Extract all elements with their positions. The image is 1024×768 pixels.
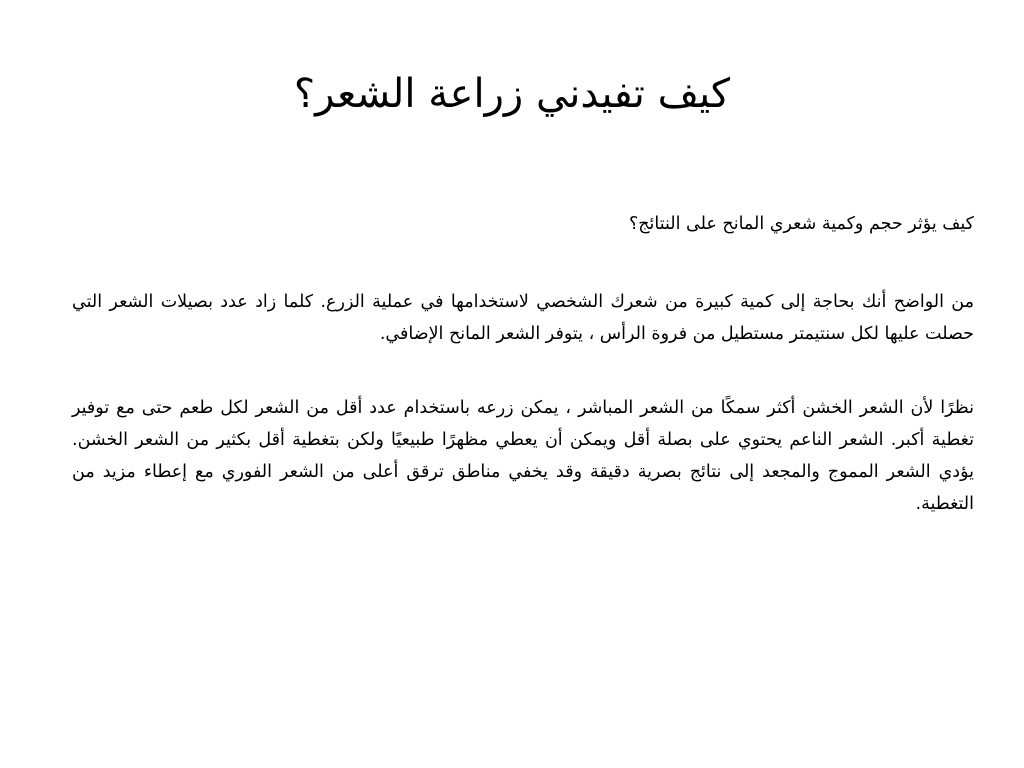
slide-title: كيف تفيدني زراعة الشعر؟ xyxy=(293,71,731,117)
paragraph-donor-hair: من الواضح أنك بحاجة إلى كمية كبيرة من شعرك الشخصي لاستخدامها في عملية الزرع. كلما زاد عدد بصيلات الشعر التي حصلت عليها لكل سنتيمتر مستطيل من فروة الرأس ، يتوفر الشعر المانح الإضافي. xyxy=(72,292,974,344)
slide-body xyxy=(72,208,974,520)
paragraph-question: كيف يؤثر حجم وكمية شعري المانح على النتائج؟ xyxy=(628,214,974,234)
paragraph-hair-texture: نظرًا لأن الشعر الخشن أكثر سمكًا من الشعر المباشر ، يمكن زرعه باستخدام عدد أقل من الشعر لكل طعم حتى مع توفير تغطية أكبر. الشعر الناعم يحتوي على بصلة أقل ويمكن أن يعطي مظهرًا طبيعيًا ولكن بتغطية أقل بكثير من الشعر الخشن. يؤدي الشعر المموج والمجعد إلى نتائج بصرية دقيقة وقد يخفي مناطق ترقق أعلى من الشعر الفوري مع إعطاء مزيد من التغطية. xyxy=(72,398,974,514)
